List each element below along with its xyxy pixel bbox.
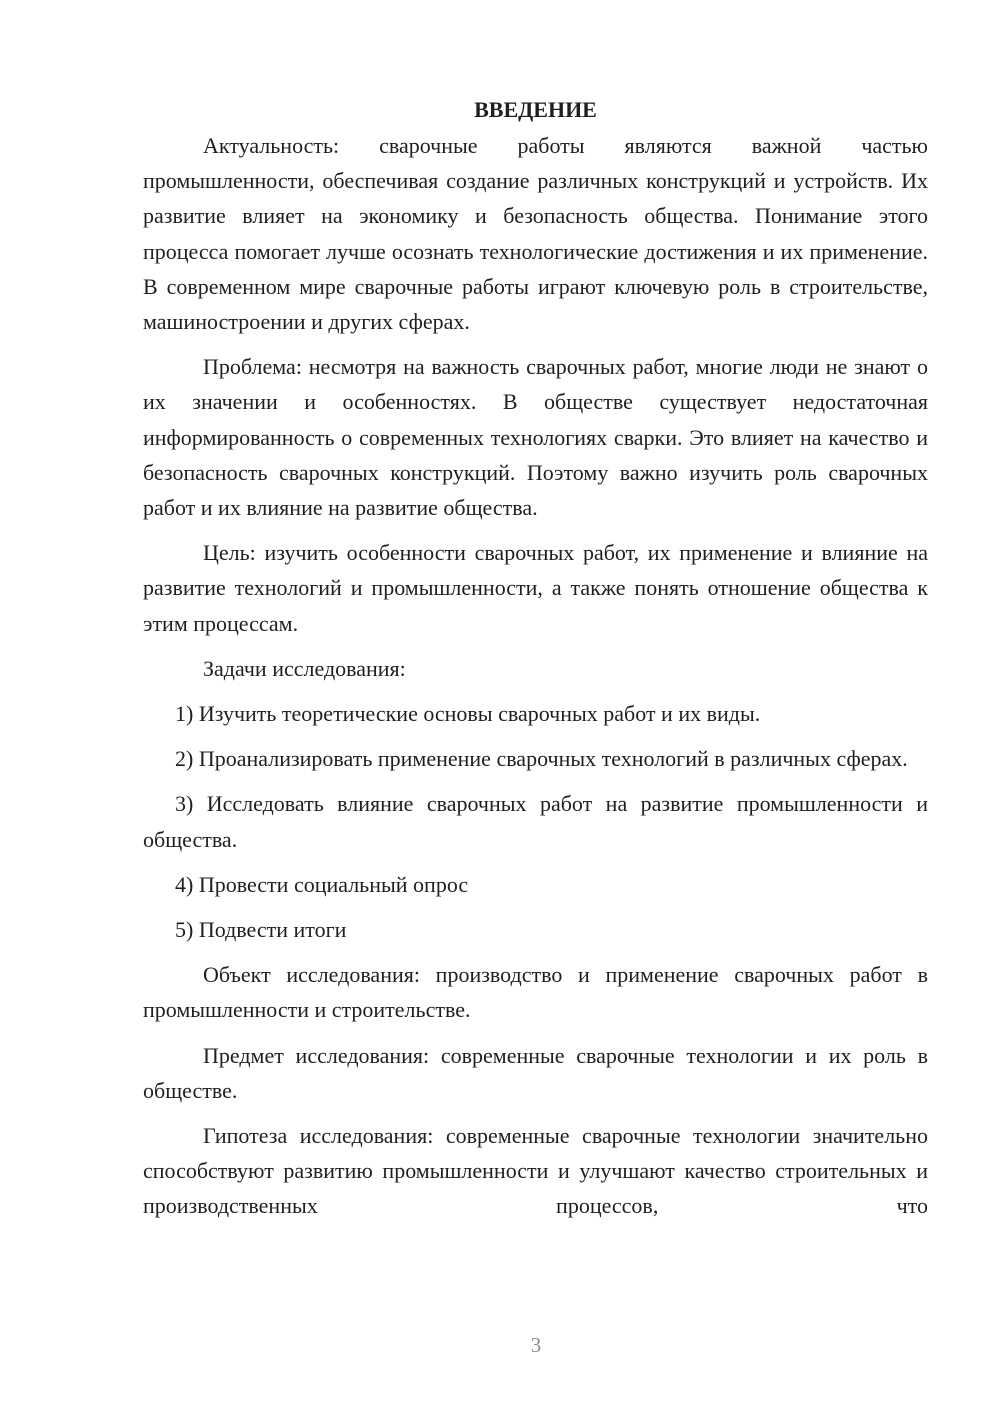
hypothesis-paragraph: Гипотеза исследования: современные сварочные технологии значительно способствуют развитию промышленности и улучшают качество строительных и производственных процессов, что	[143, 1123, 928, 1219]
tasks-heading: Задачи исследования:	[203, 655, 406, 681]
task-item-3: 3) Исследовать влияние сварочных работ на развитие промышленности и общества.	[143, 791, 928, 852]
object-paragraph: Объект исследования: производство и применение сварочных работ в промышленности и строительстве.	[143, 962, 928, 1023]
task-item-2: 2) Проанализировать применение сварочных технологий в различных сферах.	[175, 746, 908, 772]
section-title: ВВЕДЕНИЕ	[474, 97, 597, 122]
goal-paragraph: Цель: изучить особенности сварочных работ, их применение и влияние на развитие технологий и промышленности, а также понять отношение общества к этим процессам.	[143, 540, 928, 636]
task-item-1: 1) Изучить теоретические основы сварочных работ и их виды.	[175, 701, 761, 727]
task-item-4: 4) Провести социальный опрос	[175, 871, 469, 897]
subject-paragraph: Предмет исследования: современные сварочные технологии и их роль в обществе.	[143, 1042, 928, 1103]
page-body	[143, 92, 928, 1234]
problem-paragraph: Проблема: несмотря на важность сварочных работ, многие люди не знают о их значении и особенностях. В обществе существует недостаточная информированность о современных технологиях сварки. Это влияет на качество и безопасность сварочных конструкций. Поэтому важно изучить роль сварочных работ и их влияние на развитие общества.	[143, 354, 928, 521]
page-number: 3	[530, 1333, 542, 1357]
relevance-paragraph: Актуальность: сварочные работы являются важной частью промышленности, обеспечивая создание различных конструкций и устройств. Их развитие влияет на экономику и безопасность общества. Понимание этого процесса помогает лучше осознать технологические достижения и их применение. В современном мире сварочные работы играют ключевую роль в строительстве, машиностроении и других сферах.	[143, 133, 928, 335]
task-item-5: 5) Подвести итоги	[175, 917, 347, 943]
